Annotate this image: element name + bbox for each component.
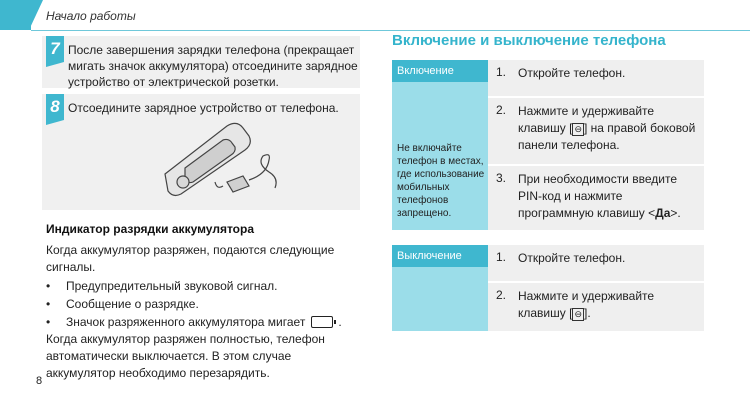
list-item xyxy=(46,295,342,313)
table-row xyxy=(488,283,704,331)
step-num: 1. xyxy=(496,250,507,264)
list-item-text: Значок разряженного аккумулятора мигает xyxy=(66,315,306,329)
step-text: Откройте телефон. xyxy=(518,66,626,80)
step-text xyxy=(518,103,700,154)
step-number: 8 xyxy=(46,94,64,120)
power-on-label: Включение xyxy=(392,60,488,82)
step-text-pre: Нажмите и удерживайте клавишу [ xyxy=(518,289,655,320)
power-off-table xyxy=(392,245,704,331)
list-item xyxy=(46,313,342,331)
header-divider xyxy=(31,30,750,31)
list-item-text: Сообщение о разрядке. xyxy=(66,297,199,311)
step-text: После завершения зарядки телефона (прекращает мигать значок аккумулятора) отсоедините зарядное устройство от электрической розетки. xyxy=(68,43,358,89)
step-num: 2. xyxy=(496,103,507,117)
power-on-note: Не включайте телефон в местах, где использование мобильных телефонов запрещено. xyxy=(397,143,485,219)
page-header xyxy=(0,0,750,30)
section-title: Начало работы xyxy=(46,9,136,23)
table-row xyxy=(488,60,704,96)
step-num: 2. xyxy=(496,288,507,302)
step-num: 1. xyxy=(496,65,507,79)
step-text xyxy=(518,288,700,322)
power-off-side xyxy=(392,245,488,331)
step-number: 7 xyxy=(46,36,64,62)
battery-outro: Когда аккумулятор разряжен полностью, телефон автоматически выключается. В этом случае аккумулятор необходимо перезарядить. xyxy=(46,332,325,380)
step-text-pre: Нажмите и удерживайте клавишу [ xyxy=(518,104,655,135)
step-7 xyxy=(42,36,360,88)
soft-key-label: Да xyxy=(655,206,671,220)
battery-intro: Когда аккумулятор разряжен, подаются следующие сигналы. xyxy=(46,243,335,274)
header-tab xyxy=(0,0,31,30)
battery-heading: Индикатор разрядки аккумулятора xyxy=(46,222,254,236)
step-text: Откройте телефон. xyxy=(518,251,626,265)
step-num: 3. xyxy=(496,171,507,185)
power-key-icon: ⊖ xyxy=(574,124,582,134)
page-number: 8 xyxy=(36,375,43,387)
step-text-post: ] на правой боковой панели телефона. xyxy=(518,121,696,152)
power-off-label: Выключение xyxy=(392,245,488,267)
step-text-post: ]. xyxy=(583,306,591,320)
empty-battery-icon xyxy=(311,316,333,328)
list-item xyxy=(46,277,342,295)
power-on-side xyxy=(392,60,488,230)
step-text-post: >. xyxy=(670,206,681,220)
list-item-text: Предупредительный звуковой сигнал. xyxy=(66,279,278,293)
step-8 xyxy=(42,94,360,210)
step-text: Отсоедините зарядное устройство от телефона. xyxy=(68,101,339,115)
battery-signal-list xyxy=(46,277,342,331)
header-tab-slant xyxy=(29,0,43,30)
phone-charger-illustration xyxy=(157,116,292,206)
table-row xyxy=(488,166,704,230)
step-text xyxy=(518,171,700,222)
step-text-pre: При необходимости введите PIN-код и нажмите программную клавишу < xyxy=(518,172,677,220)
power-on-table xyxy=(392,60,704,230)
power-key-icon: ⊖ xyxy=(574,309,582,319)
table-row xyxy=(488,98,704,164)
power-section-title: Включение и выключение телефона xyxy=(392,32,666,49)
list-item-suffix: . xyxy=(338,315,342,329)
table-row xyxy=(488,245,704,281)
